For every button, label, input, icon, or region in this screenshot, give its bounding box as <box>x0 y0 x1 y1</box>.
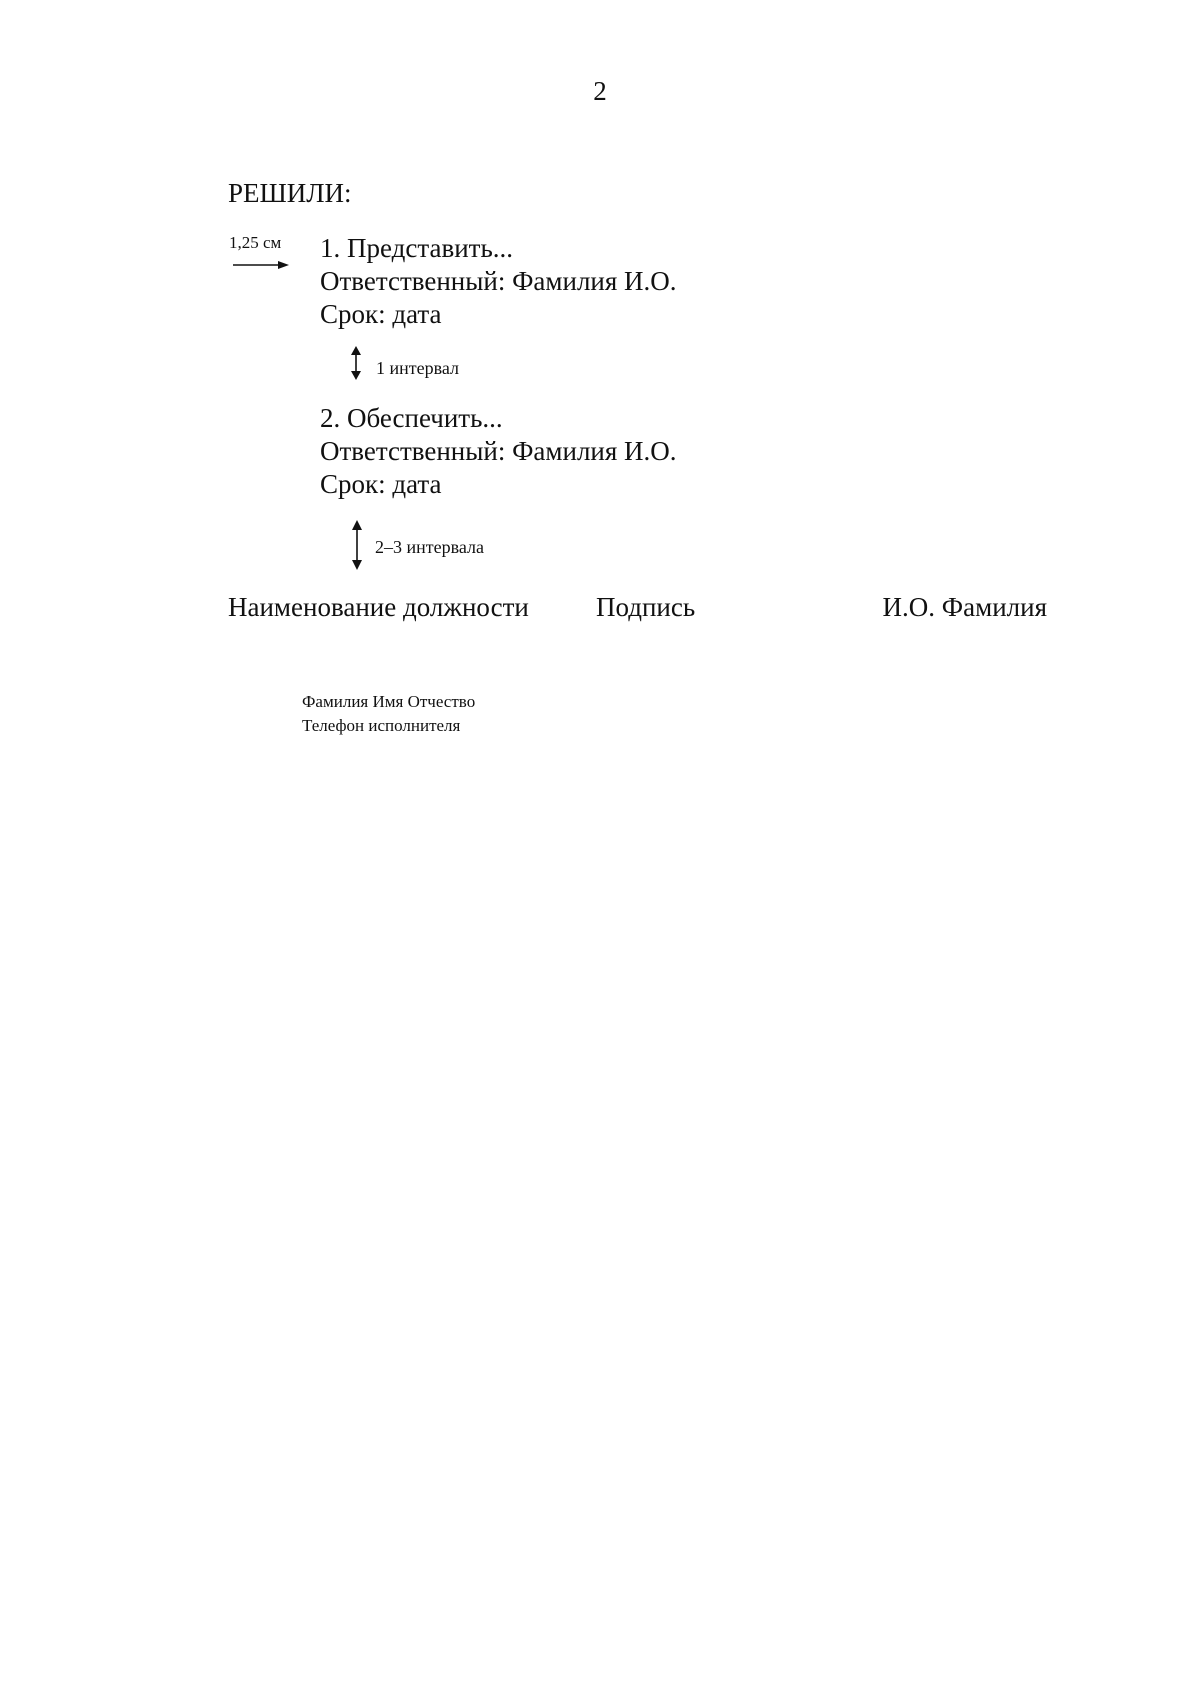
decision-item-1 <box>320 232 677 331</box>
spacing-marker-1 <box>348 346 460 385</box>
executor-phone: Телефон исполнителя <box>302 716 461 735</box>
signature-name: И.О. Фамилия <box>882 592 1047 622</box>
page-number: 2 <box>593 76 607 106</box>
spacing-label-1: 1 интервал <box>376 358 460 378</box>
decision-heading: РЕШИЛИ: <box>228 178 352 208</box>
decision-item-2-responsible: Ответственный: Фамилия И.О. <box>320 436 677 466</box>
decision-item-2-text: 2. Обеспечить... <box>320 403 503 433</box>
vertical-double-arrow-icon <box>348 346 364 380</box>
signature-placeholder: Подпись <box>596 592 696 622</box>
decision-item-1-responsible: Ответственный: Фамилия И.О. <box>320 266 677 296</box>
executor-name: Фамилия Имя Отчество <box>302 692 476 711</box>
signature-position: Наименование должности <box>228 592 529 622</box>
spacing-label-2: 2–3 интервала <box>375 537 485 557</box>
spacing-marker-2 <box>349 520 485 575</box>
vertical-double-arrow-icon <box>349 520 365 570</box>
decision-item-1-deadline: Срок: дата <box>320 299 442 329</box>
decision-item-1-text: 1. Представить... <box>320 233 514 263</box>
decision-item-2 <box>320 402 677 501</box>
indent-label: 1,25 см <box>229 233 282 252</box>
decision-item-2-deadline: Срок: дата <box>320 469 442 499</box>
indent-arrow-icon <box>232 258 290 276</box>
executor-block <box>302 690 475 738</box>
